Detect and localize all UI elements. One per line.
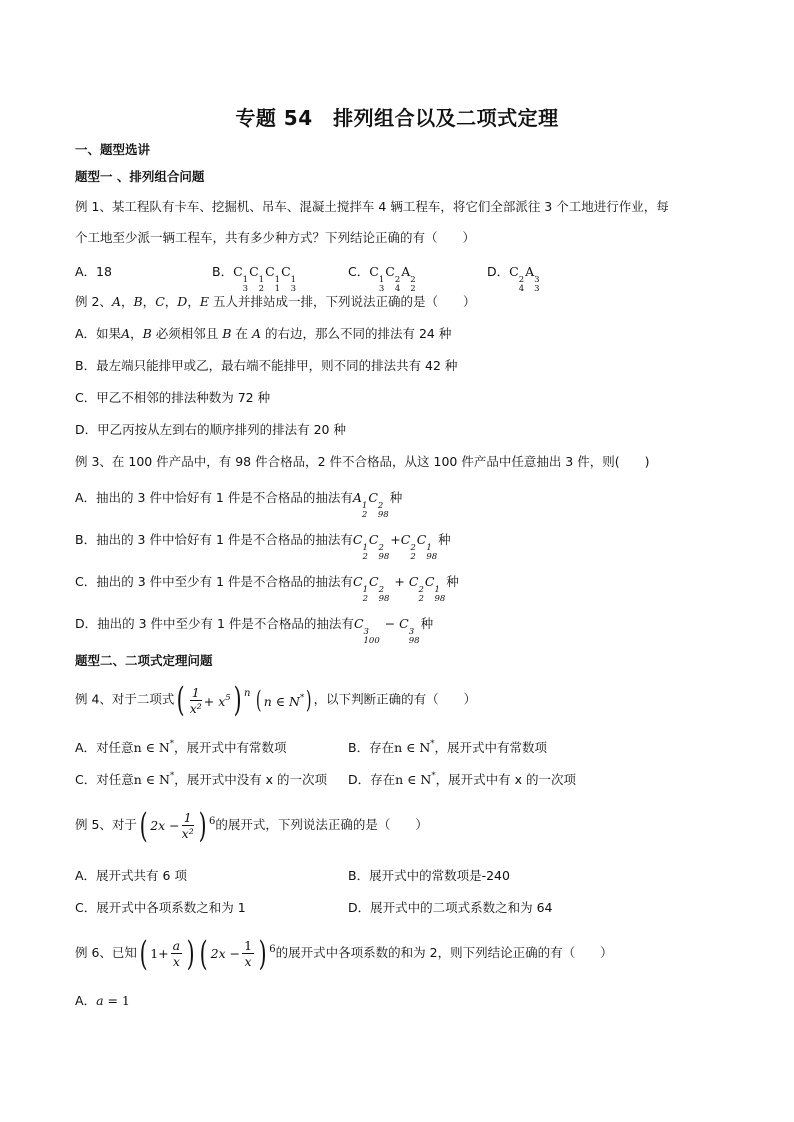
ex4-option-b: B．存在n ∈ N*，展开式中有常数项: [348, 739, 548, 755]
ex1-option-c: C．C 1 3 C 2 4 A 2 2: [348, 264, 416, 294]
ex3-stem: 例 3、在 100 件产品中，有 98 件合格品，2 件不合格品，从这 100 件产品中任意抽出 3 件，则( ): [75, 454, 650, 469]
ex6-stem: 例 6、已知 ( 1+ $\frac{a}{x}$ ) ( 2x − $\frac{1}{x}$ ) 6 的展开式中各项系数的和为 2，则下列结论正确的有（ ）: [75, 933, 613, 974]
ex5-stem: 例 5、对于 ( 2x − $\frac{1}{\text{x²}}$ ) 6 的展开式，下列说法正确的是（ ）: [75, 805, 428, 846]
ex5-option-d: D．展开式中的二项式系数之和为 64: [348, 900, 553, 915]
page-title: 专题 54 排列组合以及二项式定理: [235, 106, 559, 130]
ex4-option-c: C．对任意n ∈ N*，展开式中没有 x 的一次项: [75, 771, 328, 787]
type1-heading: 题型一 、排列组合问题: [75, 169, 205, 184]
ex5-option-c: C．展开式中各项系数之和为 1: [75, 900, 246, 915]
ex5-option-a: A．展开式共有 6 项: [75, 868, 187, 883]
ex4-option-a: A．对任意n ∈ N*，展开式中有常数项: [75, 739, 287, 755]
ex3-option-b: B．抽出的 3 件中恰好有 1 件是不合格品的抽法有C 1 2 C 2 98 +C 2 2 C 1 98 种: [75, 532, 451, 562]
ex3-option-c: C．抽出的 3 件中至少有 1 件是不合格品的抽法有C 1 2 C 2 98 + C 2 2 C 1 98 种: [75, 574, 459, 604]
ex1-option-d: D．C 2 4 A 3 3: [487, 264, 540, 294]
ex1-stem-line1: 例 1、某工程队有卡车、挖掘机、吊车、混凝土搅拌车 4 辆工程车，将它们全部派往 3 个工地进行作业，每: [75, 199, 669, 214]
ex2-option-d: D．甲乙丙按从左到右的顺序排列的排法有 20 种: [75, 422, 346, 437]
ex2-option-a: A．如果A，B 必须相邻且 B 在 A 的右边，那么不同的排法有 24 种: [75, 326, 452, 341]
ex5-option-b: B．展开式中的常数项是-240: [348, 868, 510, 883]
ex4-stem: 例 4、对于二项式 ( $\frac{1}{\text{x²}}$ + $x^5$ ) n ( n ∈ N* ) ，以下判断正确的有（ ）: [75, 680, 477, 720]
ex2-stem: 例 2、A，B，C，D，E 五人并排站成一排，下列说法正确的是（ ）: [75, 294, 476, 309]
ex2-option-c: C．甲乙不相邻的排法种数为 72 种: [75, 390, 271, 405]
ex4-option-d: D．存在n ∈ N*，展开式中有 x 的一次项: [348, 771, 576, 787]
ex1-stem-line2: 个工地至少派一辆工程车，共有多少种方式？下列结论正确的有（ ）: [75, 230, 476, 245]
ex2-option-b: B．最左端只能排甲或乙，最右端不能排甲，则不同的排法共有 42 种: [75, 358, 458, 373]
ex3-option-d: D．抽出的 3 件中至少有 1 件是不合格品的抽法有C 3 100 − C 3 98 种: [75, 616, 434, 646]
section-heading: 一、题型选讲: [75, 142, 151, 157]
type2-heading: 题型二、二项式定理问题: [75, 653, 213, 668]
ex1-option-a: A．18: [75, 264, 112, 279]
ex6-option-a: A．a = 1: [75, 993, 130, 1008]
ex3-option-a: A．抽出的 3 件中恰好有 1 件是不合格品的抽法有A 1 2 C 2 98 种: [75, 490, 403, 520]
ex1-option-b: B．C 1 3 C 1 2 C 1 1 C 1 3: [212, 264, 297, 294]
